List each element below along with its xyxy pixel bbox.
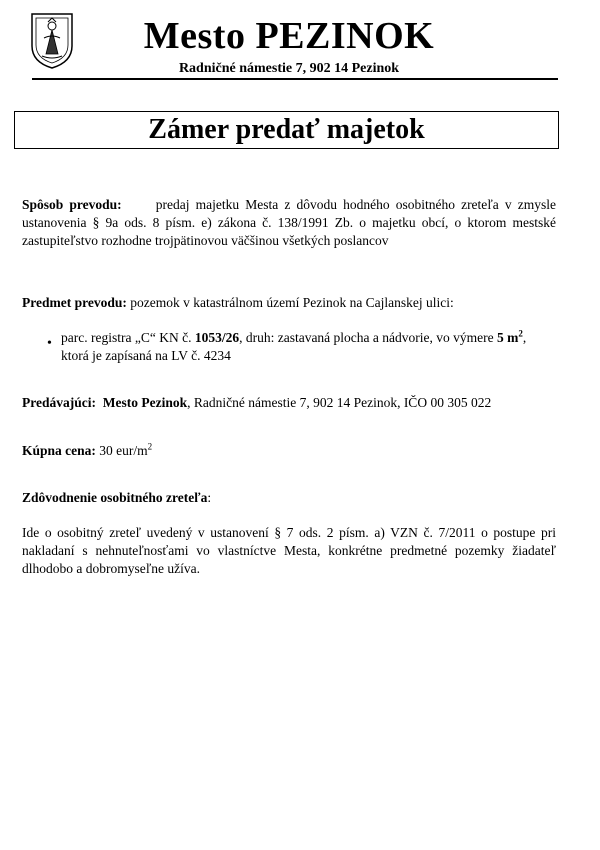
document-heading-box	[14, 111, 559, 149]
bullet-icon: •	[47, 336, 52, 351]
label-colon: :	[122, 295, 127, 310]
seller-name: Mesto Pezinok	[102, 395, 188, 410]
section-predmet-prevodu	[22, 294, 556, 312]
label-colon: :	[91, 395, 96, 410]
section-predavajuci	[22, 394, 556, 412]
area-unit-superscript: 2	[518, 328, 523, 339]
header-address: Radničné námestie 7, 902 14 Pezinok	[178, 61, 400, 76]
label-colon: :	[117, 197, 122, 212]
section-label: Zdôvodnenie osobitného zreteľa	[22, 490, 208, 505]
seller-details: , Radničné námestie 7, 902 14 Pezinok, IČO 00 305 022	[187, 395, 492, 410]
list-item	[61, 329, 556, 365]
page-title: Mesto PEZINOK	[143, 15, 435, 57]
section-label: Kúpna cena	[22, 443, 92, 458]
section-label: Predávajúci	[22, 395, 92, 410]
parcel-prefix: parc. registra „C“ KN č.	[61, 330, 195, 345]
section-label: Spôsob prevodu	[22, 197, 118, 212]
header-divider	[32, 78, 558, 80]
label-colon: :	[91, 443, 96, 458]
section-label: Predmet prevodu	[22, 295, 123, 310]
section-zdovodnenie-text: Ide o osobitný zreteľ uvedený v ustanovení § 7 ods. 2 písm. a) VZN č. 7/2011 o postupe pri nakladaní s nehnuteľnosťami vo vlastníctve Mesta, konkrétne predmetné pozemky žiadateľ dlhodobo a dobromyseľne užíva.	[22, 525, 556, 576]
price-unit-superscript: 2	[147, 441, 153, 452]
section-sposob-prevodu	[22, 196, 556, 250]
price-value: 30 eur/m	[95, 443, 148, 458]
label-colon: :	[207, 490, 212, 505]
section-text: predaj majetku Mesta z dôvodu hodného osobitného zreteľa v zmysle ustanovenia § 9a ods. 8 písm. e) zákona č. 138/1991 Zb. o majetku obcí, o ktorom mestské zastupiteľstvo rozhodne trojpätinovou väčšinou všetkých poslancov	[22, 197, 556, 248]
parcel-area: 5 m	[497, 330, 519, 345]
parcel-suffix: ,	[522, 330, 527, 345]
parcel-type: , druh: zastavaná plocha a nádvorie, vo výmere	[239, 330, 497, 345]
parcel-number: 1053/26	[194, 330, 240, 345]
document-heading: Zámer predať majetok	[148, 114, 425, 145]
section-text: pozemok v katastrálnom území Pezinok na Cajlanskej ulici:	[126, 295, 454, 310]
section-kupna-cena	[22, 442, 556, 460]
section-zdovodnenie-heading	[22, 489, 556, 507]
parcel-lv: ktorá je zapísaná na LV č. 4234	[61, 348, 231, 363]
